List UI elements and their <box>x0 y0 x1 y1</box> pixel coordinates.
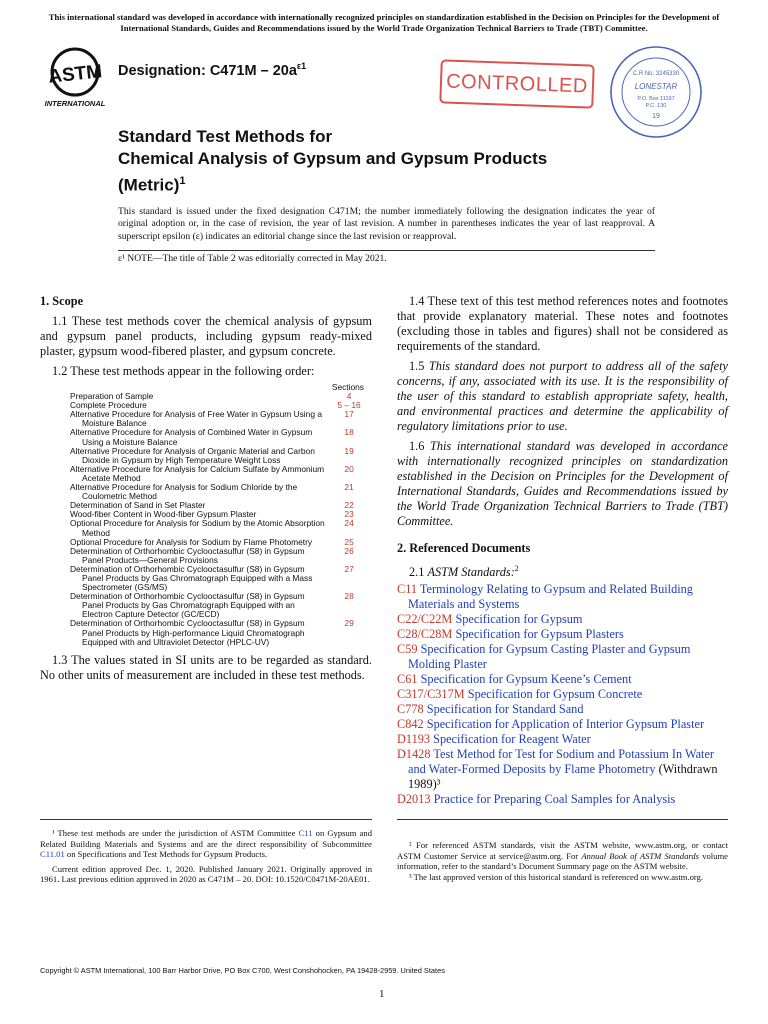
document-code-link[interactable]: D1428 <box>397 747 431 762</box>
paragraph-1-5-num: 1.5 <box>409 359 425 373</box>
page-number: 1 <box>379 988 385 1000</box>
footnote-1-text-a: ¹ These test methods are under the jurisdiction of ASTM Committee <box>52 828 299 838</box>
section-label: Preparation of Sample <box>70 391 154 402</box>
section-label: Determination of Orthorhombic Cyclooctasulfur (S8) in Gypsum Panel Products by Gas Chromatograph Equipped with a Mass Spectrometer (GS/MS) <box>70 563 313 593</box>
paragraph-1-4: 1.4 These text of this test method references notes and footnotes that provide explanatory material. These notes and footnotes (excluding those in tables and figures) shall not be considered as requirements of the standard. <box>397 294 728 353</box>
sections-table <box>40 383 372 647</box>
logo-subtext: INTERNATIONAL <box>44 99 106 108</box>
sections-header: Sections <box>331 382 364 392</box>
document-title-link[interactable]: Terminology Relating to Gypsum and Related Building Materials and Systems <box>408 582 693 612</box>
controlled-stamp: CONTROLLED <box>439 59 594 108</box>
section-number-link[interactable]: 24 <box>344 518 354 529</box>
section-row <box>40 565 372 592</box>
footnotes-right <box>397 819 728 882</box>
document-code-link[interactable]: D2013 <box>397 792 431 807</box>
astm-standards-label <box>397 561 728 580</box>
referenced-document <box>397 642 728 672</box>
section-number-link[interactable]: 28 <box>344 591 354 602</box>
document-title-link[interactable]: Test Method for Test for Sodium and Potassium In Water and Water-Formed Deposits by Flame Photometry <box>408 747 714 777</box>
document-title-link[interactable]: Practice for Preparing Coal Samples for Analysis <box>433 792 676 807</box>
document-code-link[interactable]: C22/C22M <box>397 612 453 627</box>
referenced-document <box>397 582 728 612</box>
section-row <box>40 619 372 646</box>
title-line3: (Metric) <box>118 175 180 195</box>
referenced-document <box>397 792 728 807</box>
section-number-link[interactable]: 4 <box>346 391 352 402</box>
editorial-note: ε¹ NOTE—The title of Table 2 was editorially corrected in May 2021. <box>118 250 655 264</box>
document-title-link[interactable]: Specification for Standard Sand <box>426 702 584 717</box>
document-title-link[interactable]: Specification for Reagent Water <box>433 732 591 747</box>
notice-paragraph: This standard is issued under the fixed designation C471M; the number immediately following the designation indicates the year of original adoption or, in the case of revision, the year of last revision. A number in parentheses indicates the year of last reapproval. A superscript epsilon (ε) indicates an editorial change since the last revision or reapproval. <box>118 206 655 242</box>
document-title-link[interactable]: Specification for Gypsum Casting Plaster and Gypsum Molding Plaster <box>408 642 691 672</box>
section-label: Optional Procedure for Analysis for Sodium by the Atomic Absorption Method <box>70 518 325 538</box>
section-number-link[interactable]: 26 <box>344 545 354 556</box>
referenced-document <box>397 717 728 732</box>
designation-sup: ε1 <box>296 61 307 71</box>
logo-text: ASTM <box>47 61 104 88</box>
section-row <box>40 447 372 465</box>
document-code-link[interactable]: C11 <box>397 582 418 597</box>
paragraph-1-5 <box>397 359 728 434</box>
referenced-document <box>397 687 728 702</box>
paragraph-1-5-text: This standard does not purport to address all of the safety concerns, if any, associated with its use. It is the responsibility of the user of this standard to establish appropriate safety, health, and environmental practices and determine the applicability of regulatory limitations prior to use. <box>397 359 728 433</box>
section-row <box>40 410 372 428</box>
seal-line5: 19 <box>652 113 660 120</box>
designation <box>118 61 306 79</box>
section-row <box>40 547 372 565</box>
section-label: Alternative Procedure for Analysis for Sodium Chloride by the Coulometric Method <box>70 482 298 502</box>
paragraph-1-2: 1.2 These test methods appear in the following order: <box>52 364 315 378</box>
section-number-link[interactable]: 20 <box>344 463 354 474</box>
paragraph-1-1: 1.1 These test methods cover the chemical analysis of gypsum and gypsum panel products, including gypsum ready-mixed plaster, gypsum wood-fibered plaster, and gypsum concrete. <box>40 314 372 358</box>
section-label: Determination of Orthorhombic Cyclooctasulfur (S8) in Gypsum Panel Products by High-performance Liquid Chromatograph Equipped with and Ultraviolet Detector (HPLC-UV) <box>70 618 305 647</box>
document-title <box>118 126 678 197</box>
referenced-document <box>397 612 728 627</box>
section-row <box>40 465 372 483</box>
footnote-2 <box>397 840 728 872</box>
astm-standards-num: 2.1 <box>409 565 425 580</box>
section-number-link[interactable]: 27 <box>344 563 354 574</box>
footnote-1-text-b: on Gypsum and Related Building Materials and Systems and are the direct responsibility of Subcommittee <box>40 828 372 849</box>
designation-label: Designation: C471M – 20a <box>118 62 297 79</box>
top-notice: This international standard was developed in accordance with internationally recognized principles on standardization established in the Decision on Principles for the Development of International Standards, Guides and Recommendations issued by the World Trade Organization Technical Barriers to Trade (TBT) Committee. <box>48 12 720 33</box>
section-label: Alternative Procedure for Analysis for Calcium Sulfate by Ammonium Acetate Method <box>70 463 325 483</box>
section-label: Determination of Orthorhombic Cyclooctasulfur (S8) in Gypsum Panel Products—General Provisions <box>70 545 305 565</box>
referenced-heading: 2. Referenced Documents <box>397 541 531 555</box>
astm-standards-sup: 2 <box>514 564 519 573</box>
referenced-document <box>397 732 728 747</box>
document-code-link[interactable]: C61 <box>397 672 418 687</box>
referenced-document <box>397 627 728 642</box>
section-label: Wood-fiber Content in Wood-fiber Gypsum Plaster <box>70 509 257 520</box>
document-code-link[interactable]: C59 <box>397 642 418 657</box>
document-code-link[interactable]: C28/C28M <box>397 627 453 642</box>
astm-logo <box>38 46 112 110</box>
document-title-link[interactable]: Specification for Gypsum <box>455 612 583 627</box>
section-number-link[interactable]: 29 <box>344 618 354 629</box>
footnote-2-text-a: ² For referenced ASTM standards, visit the ASTM website, www.astm.org, or contact ASTM Customer Service at service@astm.org. For <box>397 840 728 861</box>
footnotes-left <box>40 819 372 885</box>
referenced-document <box>397 702 728 717</box>
seal-line3: P.O. Box 11197 <box>637 96 675 102</box>
seal-line4: P.C. 130 <box>645 103 667 109</box>
section-number-link[interactable]: 22 <box>344 500 354 511</box>
section-number-link[interactable]: 25 <box>344 536 354 547</box>
section-row <box>40 519 372 537</box>
paragraph-1-6-num: 1.6 <box>409 439 425 453</box>
seal-line2: LONESTAR <box>634 82 678 91</box>
seal-line1: C.R No. 3245330 <box>632 71 680 77</box>
section-label: Alternative Procedure for Analysis of Free Water in Gypsum Using a Moisture Balance <box>70 409 322 429</box>
copyright-line: Copyright © ASTM International, 100 Barr Harbor Drive, PO Box C700, West Conshohocken, PA 19428-2959. United States <box>40 966 445 975</box>
paragraph-1-6 <box>397 439 728 529</box>
footnote-2-text-b: volume information, refer to the standard’s Document Summary page on the ASTM website. <box>397 850 728 872</box>
document-code-link[interactable]: C778 <box>397 702 424 717</box>
section-number-link[interactable]: 17 <box>344 409 354 420</box>
section-label: Alternative Procedure for Analysis of Organic Material and Carbon Dioxide in Gypsum by High Temperature Weight Loss <box>70 445 315 465</box>
section-number-link[interactable]: 19 <box>344 445 354 456</box>
section-label: Determination of Sand in Set Plaster <box>70 500 206 511</box>
title-line2: Chemical Analysis of Gypsum and Gypsum Products <box>118 149 548 168</box>
left-column <box>40 294 372 688</box>
document-code-link[interactable]: D1193 <box>397 732 431 747</box>
section-number-link[interactable]: 5 – 16 <box>337 400 361 411</box>
section-number-link[interactable]: 21 <box>344 482 354 493</box>
document-code-link[interactable]: C317/C317M <box>397 687 465 702</box>
footnote-1-text-c: on Specifications and Test Methods for Gypsum Products. <box>64 849 268 860</box>
document-extra: (Withdrawn 1989)³ <box>408 762 718 792</box>
document-title-link[interactable]: Specification for Gypsum Plasters <box>455 627 624 642</box>
right-column <box>397 294 728 807</box>
section-row <box>40 428 372 446</box>
document-title-link[interactable]: Specification for Gypsum Concrete <box>467 687 643 702</box>
section-label: Alternative Procedure for Analysis of Combined Water in Gypsum Using a Moisture Balance <box>70 427 313 447</box>
document-title-link[interactable]: Specification for Application of Interior Gypsum Plaster <box>426 717 705 732</box>
section-label: Complete Procedure <box>70 400 147 411</box>
title-line1: Standard Test Methods for <box>118 127 333 146</box>
footnote-3: ³ The last approved version of this historical standard is referenced on www.astm.org. <box>409 871 704 882</box>
section-label: Optional Procedure for Analysis for Sodium by Flame Photometry <box>70 536 313 547</box>
section-row <box>40 592 372 619</box>
section-row <box>40 483 372 501</box>
document-code-link[interactable]: C842 <box>397 717 424 732</box>
footnote-link-c11[interactable]: C11 <box>298 828 313 838</box>
paragraph-1-6-text: This international standard was developed in accordance with internationally recognized principles on standardization established in the Decision on Principles for the Development of International Standards, Guides and Recommendations issued by the World Trade Organization Technical Barriers to Trade (TBT) Committee. <box>397 439 729 528</box>
scope-heading: 1. Scope <box>40 294 84 308</box>
astm-standards-text: ASTM Standards: <box>427 565 515 580</box>
document-title-link[interactable]: Specification for Gypsum Keene’s Cement <box>420 672 632 687</box>
footnote-link-c11-01[interactable]: C11.01 <box>40 849 65 860</box>
footnote-2-italic: Annual Book of ASTM Standards <box>581 850 700 861</box>
referenced-list <box>397 582 728 807</box>
referenced-document <box>397 672 728 687</box>
footnote-1 <box>40 828 372 860</box>
title-sup: 1 <box>179 175 186 187</box>
section-number-link[interactable]: 23 <box>344 509 354 520</box>
sections-rows <box>40 392 372 647</box>
section-label: Determination of Orthorhombic Cyclooctasulfur (S8) in Gypsum Panel Products by Gas Chromatograph Equipped with an Electron Capture Detector (GC/ECD) <box>70 591 305 620</box>
footnote-edition: Current edition approved Dec. 1, 2020. Published January 2021. Originally approved in 1961. Last previous edition approved in 2020 as C471M – 20. DOI: 10.1520/C0471M-20AE01. <box>40 863 372 885</box>
section-number-link[interactable]: 18 <box>344 427 354 438</box>
paragraph-1-3: 1.3 The values stated in SI units are to be regarded as standard. No other units of measurement are included in these test methods. <box>40 652 372 682</box>
referenced-document <box>397 747 728 792</box>
